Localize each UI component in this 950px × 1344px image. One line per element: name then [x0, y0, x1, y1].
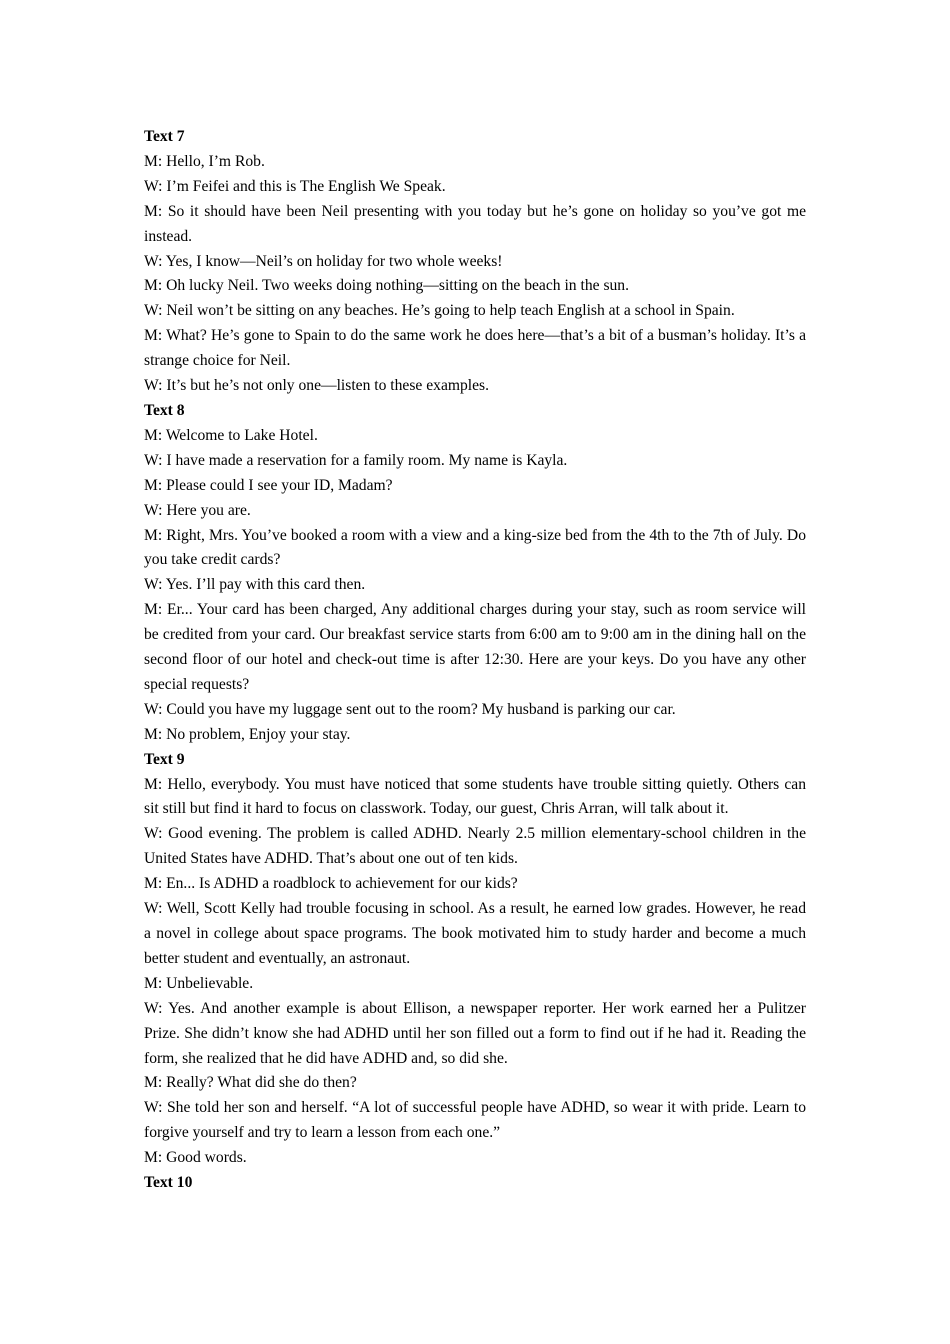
dialogue-line: M: So it should have been Neil presenting with you today but he’s gone on holiday so you’ve got me instead.: [144, 202, 806, 245]
dialogue-line: M: Oh lucky Neil. Two weeks doing nothing—sitting on the beach in the sun.: [144, 277, 630, 295]
document-page: [144, 125, 806, 1196]
dialogue-line: M: Welcome to Lake Hotel.: [144, 426, 318, 444]
dialogue-line: W: I’m Feifei and this is The English We Speak.: [144, 177, 446, 195]
dialogue-line: M: What? He’s gone to Spain to do the same work he does here—that’s a bit of a busman’s holiday. It’s a strange choice for Neil.: [144, 327, 806, 370]
dialogue-line: W: I have made a reservation for a family room. My name is Kayla.: [144, 451, 568, 469]
dialogue-line: W: It’s but he’s not only one—listen to these examples.: [144, 377, 490, 395]
dialogue-line: M: Please could I see your ID, Madam?: [144, 476, 393, 494]
dialogue-line: M: Hello, everybody. You must have noticed that some students have trouble sitting quietly. Others can sit still but find it hard to focus on classwork. Today, our guest, Chris Arran, will talk about it.: [144, 775, 806, 818]
dialogue-line: W: Yes. I’ll pay with this card then.: [144, 576, 366, 594]
dialogue-line: M: En... Is ADHD a roadblock to achievement for our kids?: [144, 875, 518, 893]
dialogue-line: W: Well, Scott Kelly had trouble focusing in school. As a result, he earned low grades. However, he read a novel in college about space programs. The book motivated him to study harder and become a much better student and eventually, an astronaut.: [144, 900, 806, 967]
dialogue-line: M: Unbelievable.: [144, 974, 254, 992]
dialogue-line: M: Hello, I’m Rob.: [144, 152, 265, 170]
dialogue-line: M: Good words.: [144, 1149, 247, 1167]
dialogue-line: M: No problem, Enjoy your stay.: [144, 725, 351, 743]
dialogue-line: W: Yes, I know—Neil’s on holiday for two whole weeks!: [144, 252, 503, 270]
dialogue-line: M: Really? What did she do then?: [144, 1074, 357, 1092]
dialogue-line: W: Neil won’t be sitting on any beaches. He’s going to help teach English at a school in Spain.: [144, 302, 735, 320]
section-heading-text-9: Text 9: [144, 750, 185, 768]
dialogue-line: M: Er... Your card has been charged, Any additional charges during your stay, such as room service will be credited from your card. Our breakfast service starts from 6:00 am to 9:00 am in the dining hall on the second floor of our hotel and check-out time is after 12:30. Here are your keys. Do you have any other special requests?: [144, 601, 806, 693]
dialogue-line: W: She told her son and herself. “A lot of successful people have ADHD, so wear it with pride. Learn to forgive yourself and try to learn a lesson from each one.”: [144, 1099, 806, 1142]
dialogue-line: W: Yes. And another example is about Ellison, a newspaper reporter. Her work earned her a Pulitzer Prize. She didn’t know she had ADHD until her son filled out a form to find out if he had it. Reading the form, she realized that he did have ADHD and, so did she.: [144, 999, 806, 1067]
dialogue-line: W: Could you have my luggage sent out to the room? My husband is parking our car.: [144, 700, 676, 718]
section-heading-text-8: Text 8: [144, 401, 185, 419]
dialogue-line: W: Here you are.: [144, 501, 251, 519]
section-heading-text-10: Text 10: [144, 1174, 193, 1192]
section-heading-text-7: Text 7: [144, 128, 185, 145]
dialogue-line: W: Good evening. The problem is called ADHD. Nearly 2.5 million elementary-school children in the United States have ADHD. That’s about one out of ten kids.: [144, 825, 806, 868]
dialogue-line: M: Right, Mrs. You’ve booked a room with a view and a king-size bed from the 4th to the 7th of July. Do you take credit cards?: [144, 526, 806, 569]
